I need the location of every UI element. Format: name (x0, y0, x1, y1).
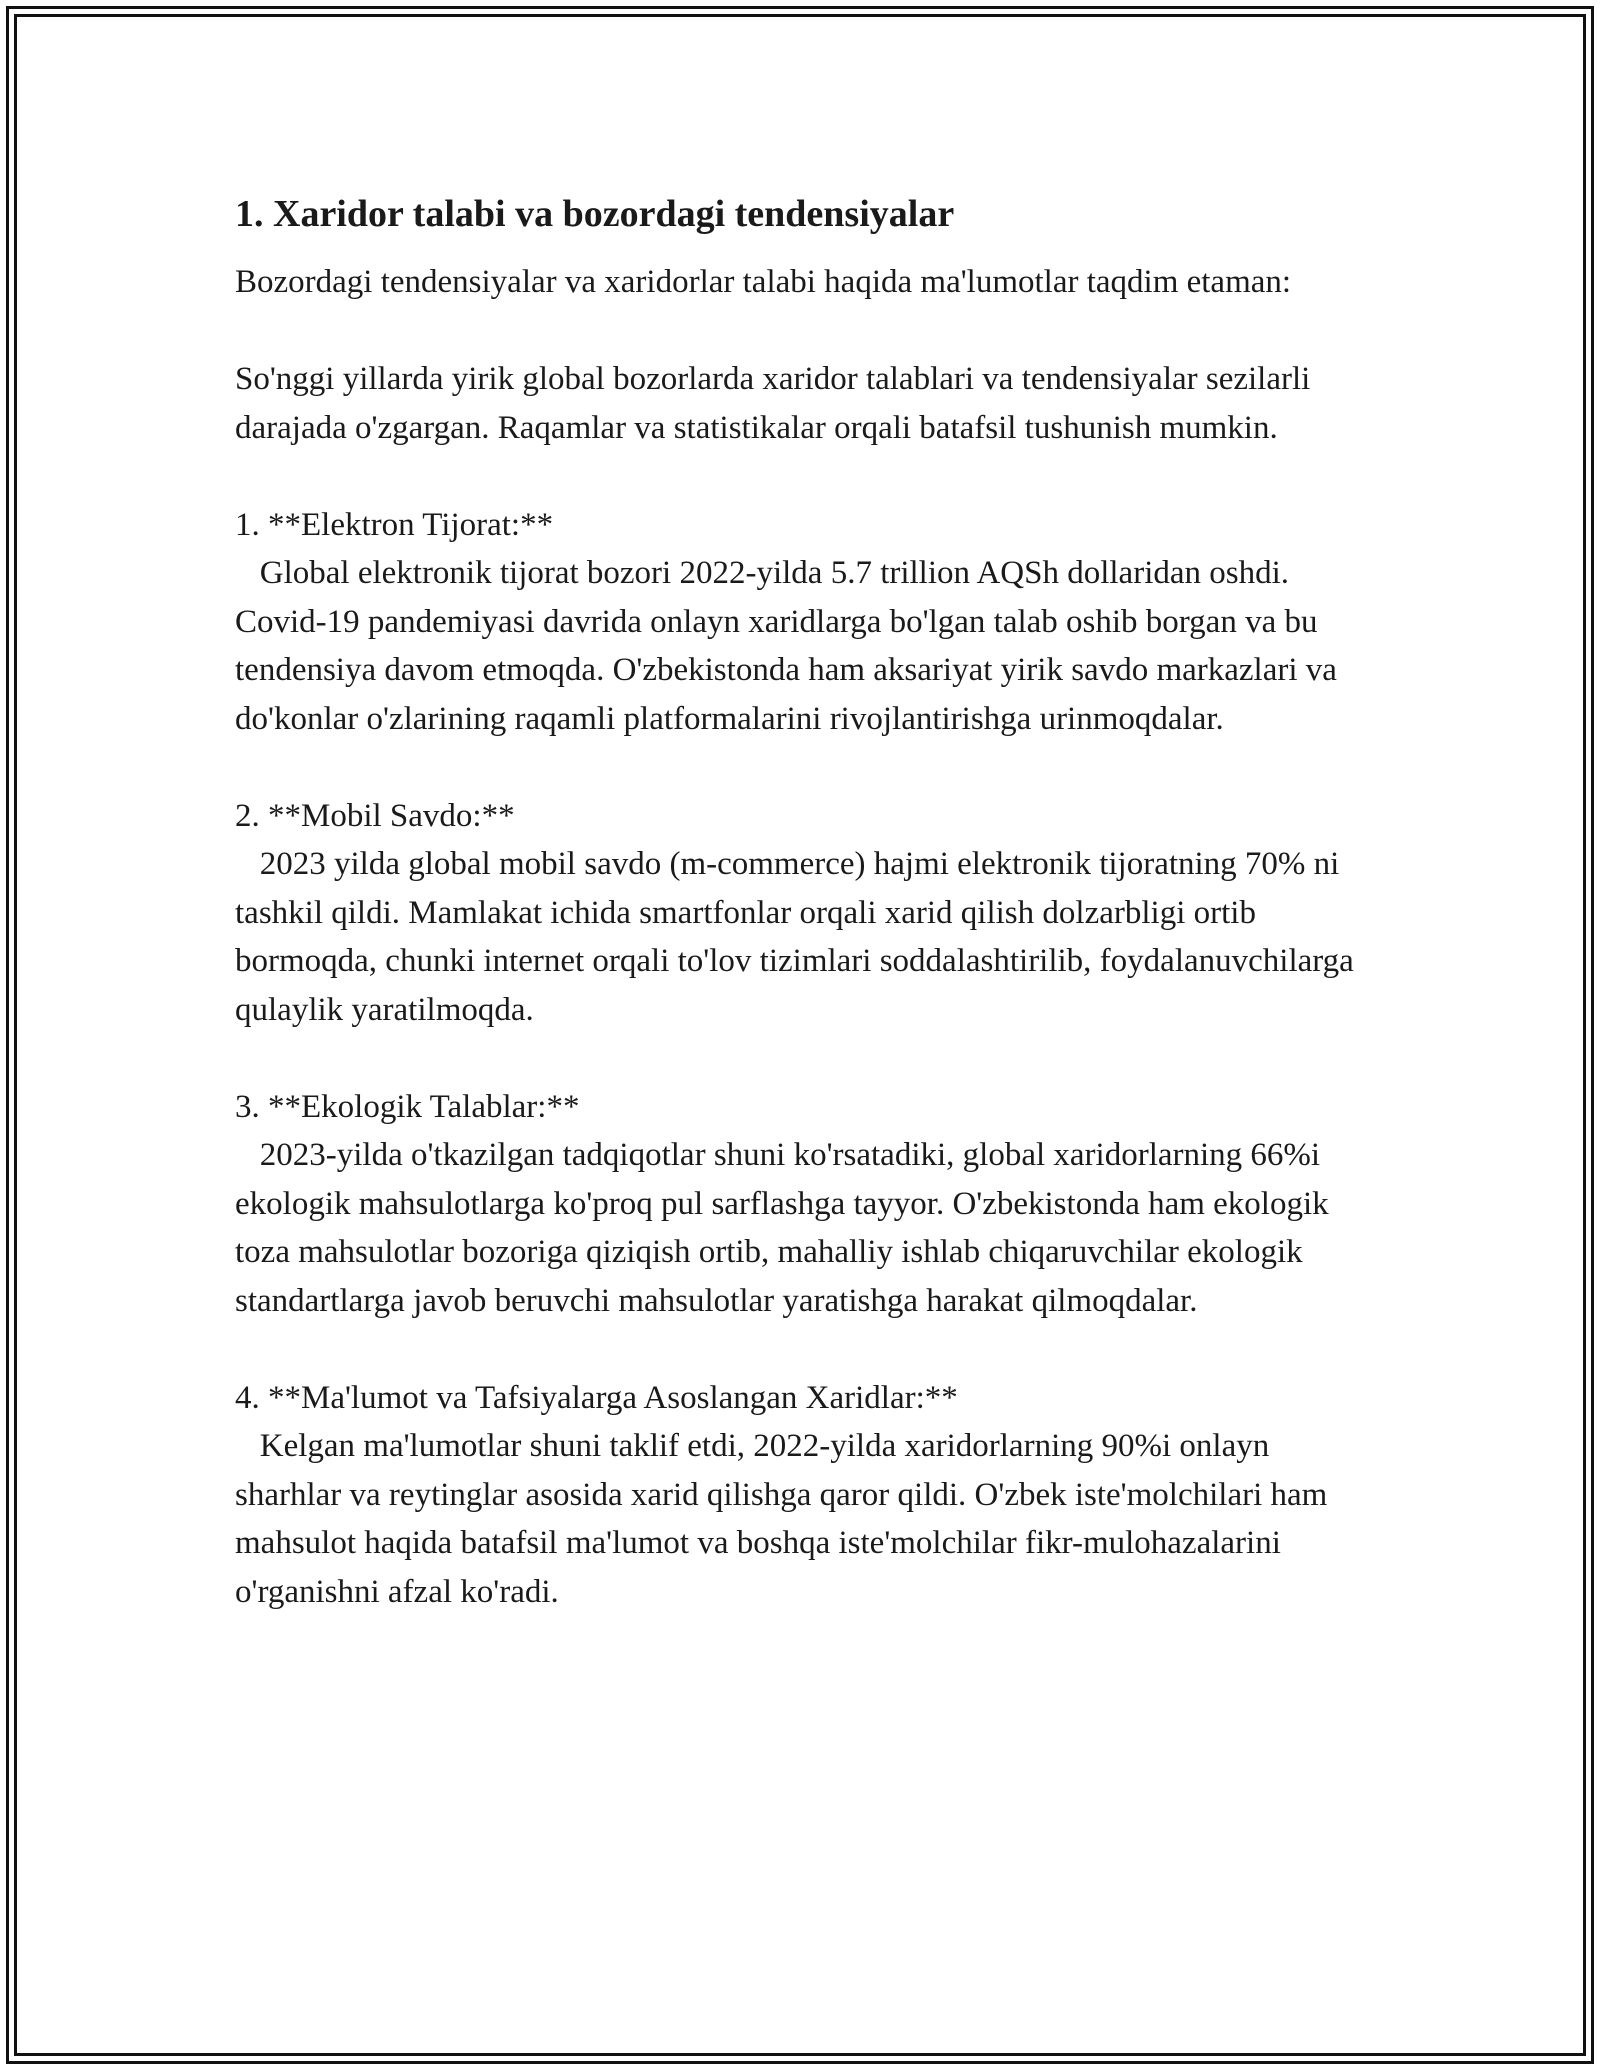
list-item-title: 3. **Ekologik Talablar:** (235, 1088, 580, 1125)
list-item-title: 2. **Mobil Savdo:** (235, 797, 515, 834)
list-item-title: 1. **Elektron Tijorat:** (235, 506, 554, 543)
intro-paragraph: Bozordagi tendensiyalar va xaridorlar talabi haqida ma'lumotlar taqdim etaman: (235, 264, 1292, 300)
paragraph-spacer (235, 452, 1365, 501)
paragraph-spacer (235, 307, 1365, 356)
list-item-title: 4. **Ma'lumot va Tafsiyalarga Asoslangan Xaridlar:** (235, 1379, 958, 1416)
section-heading: 1. Xaridor talabi va bozordagi tendensiyalar (235, 193, 955, 235)
document-body (235, 186, 1365, 1616)
list-item (235, 1083, 1365, 1326)
paragraph-spacer (235, 743, 1365, 792)
overview-paragraph: So'nggi yillarda yirik global bozorlarda xaridor talablari va tendensiyalar sezilarli darajada o'zgargan. Raqamlar va statistikalar orqali batafsil tushunish mumkin. (235, 361, 1319, 446)
list-item-body: Global elektronik tijorat bozori 2022-yilda 5.7 trillion AQSh dollaridan oshdi. Covid-19 pandemiyasi davrida onlayn xaridlarga bo'lgan talab oshib borgan va bu tendensiya davom etmoqda. O'zbekistonda ham aksariyat yirik savdo markazlari va do'konlar o'zlarining raqamli platformalarini rivojlantirishga urinmoqdalar. (235, 555, 1346, 737)
list-item (235, 501, 1365, 744)
paragraph-spacer (235, 1325, 1365, 1374)
list-item-body: 2023-yilda o'tkazilgan tadqiqotlar shuni ko'rsatadiki, global xaridorlarning 66%i ekologik mahsulotlarga ko'proq pul sarflashga tayyor. O'zbekistonda ham ekologik toza mahsulotlar bozoriga qiziqish ortib, mahalliy ishlab chiqaruvchilar ekologik standartlarga javob beruvchi mahsulotlar yaratishga harakat qilmoqdalar. (235, 1137, 1337, 1319)
list-item (235, 792, 1365, 1035)
paragraph-spacer (235, 1034, 1365, 1083)
list-item-body: 2023 yilda global mobil savdo (m-commerce) hajmi elektronik tijoratning 70% ni tashkil qildi. Mamlakat ichida smartfonlar orqali xarid qilish dolzarbligi ortib bormoqda, chunki internet orqali to'lov tizimlari soddalashtirilib, foydalanuvchilarga qulaylik yaratilmoqda. (235, 846, 1363, 1028)
list-item-body: Kelgan ma'lumotlar shuni taklif etdi, 2022-yilda xaridorlarning 90%i onlayn sharhlar va reytinglar asosida xarid qilishga qaror qildi. O'zbek iste'molchilari ham mahsulot haqida batafsil ma'lumot va boshqa iste'molchilar fikr-mulohazalarini o'rganishni afzal ko'radi. (235, 1428, 1336, 1610)
list-item (235, 1374, 1365, 1617)
